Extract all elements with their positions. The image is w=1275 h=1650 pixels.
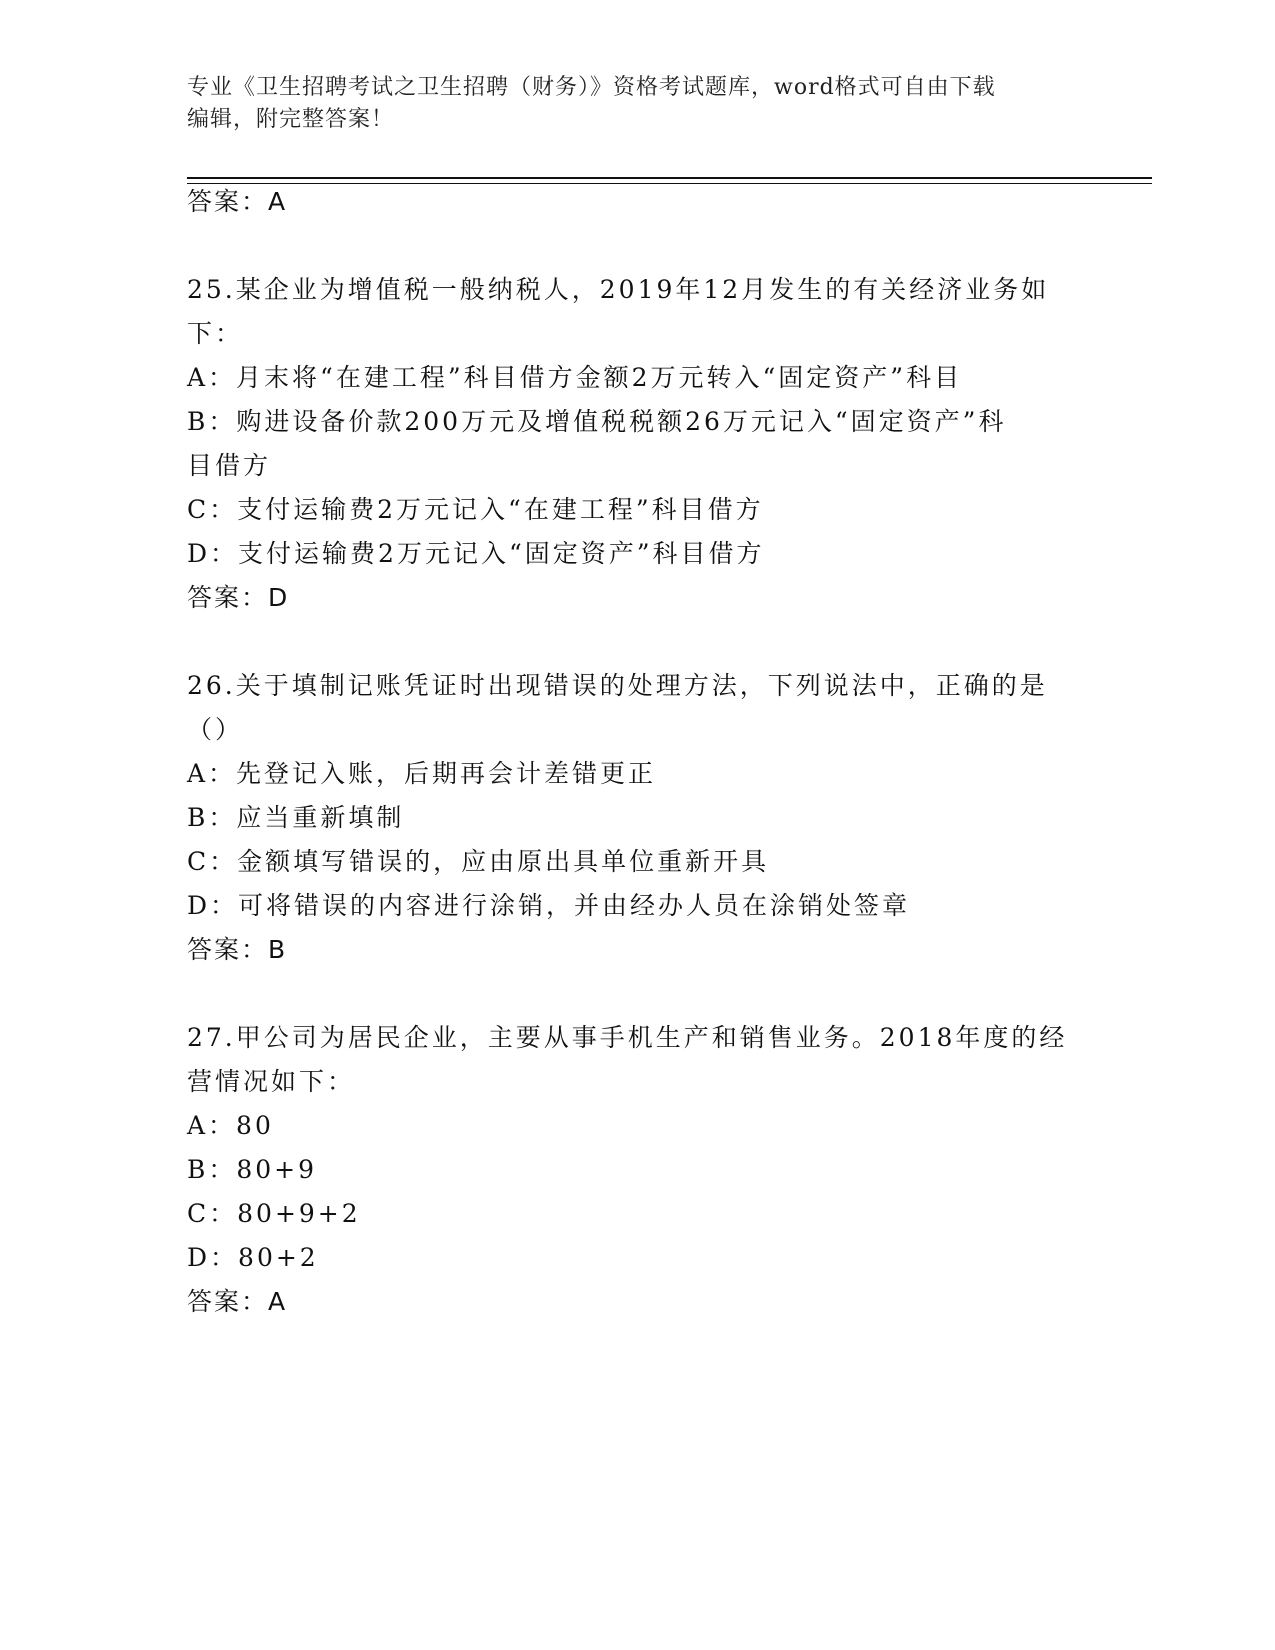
question-25-option-d: D：支付运输费2万元记入“固定资产”科目借方 bbox=[187, 539, 765, 568]
question-27-stem-line-1: 27.甲公司为居民企业，主要从事手机生产和销售业务。2018年度的经 bbox=[187, 1023, 1068, 1052]
previous-answer: 答案：A bbox=[187, 187, 288, 216]
question-27-option-b: B：80+9 bbox=[187, 1155, 318, 1184]
question-26-option-d: D：可将错误的内容进行涂销，并由经办人员在涂销处签章 bbox=[187, 891, 911, 920]
question-25-stem-line-1: 25.某企业为增值税一般纳税人，2019年12月发生的有关经济业务如 bbox=[187, 275, 1050, 304]
header-line-2: 编辑，附完整答案！ bbox=[187, 107, 395, 132]
page-header bbox=[187, 72, 1087, 136]
question-26-option-c: C：金额填写错误的，应由原出具单位重新开具 bbox=[187, 847, 770, 876]
question-26-stem-line-2: （） bbox=[187, 715, 244, 744]
question-25-stem-line-2: 下： bbox=[187, 319, 244, 348]
question-27-option-c: C：80+9+2 bbox=[187, 1199, 361, 1228]
question-27-answer: 答案：A bbox=[187, 1287, 288, 1316]
question-26-answer: 答案：B bbox=[187, 935, 288, 964]
header-divider-thick bbox=[187, 177, 1152, 179]
question-27-option-d: D：80+2 bbox=[187, 1243, 319, 1272]
question-25-answer: 答案：D bbox=[187, 583, 290, 612]
question-25-option-a: A：月末将“在建工程”科目借方金额2万元转入“固定资产”科目 bbox=[187, 363, 963, 392]
question-26-option-a: A：先登记入账，后期再会计差错更正 bbox=[187, 759, 657, 788]
question-26-stem-line-1: 26.关于填制记账凭证时出现错误的处理方法，下列说法中，正确的是 bbox=[187, 671, 1048, 700]
header-line-1: 专业《卫生招聘考试之卫生招聘（财务）》资格考试题库，word格式可自由下载 bbox=[187, 75, 996, 100]
question-25-option-c: C：支付运输费2万元记入“在建工程”科目借方 bbox=[187, 495, 764, 524]
question-27-stem-line-2: 营情况如下： bbox=[187, 1067, 356, 1096]
question-25-option-b-line-1: B：购进设备价款200万元及增值税税额26万元记入“固定资产”科 bbox=[187, 407, 1007, 436]
header-divider-thin bbox=[187, 183, 1152, 184]
question-26-option-b: B：应当重新填制 bbox=[187, 803, 405, 832]
question-25-option-b-line-2: 目借方 bbox=[187, 451, 272, 480]
question-27-option-a: A：80 bbox=[187, 1111, 274, 1140]
